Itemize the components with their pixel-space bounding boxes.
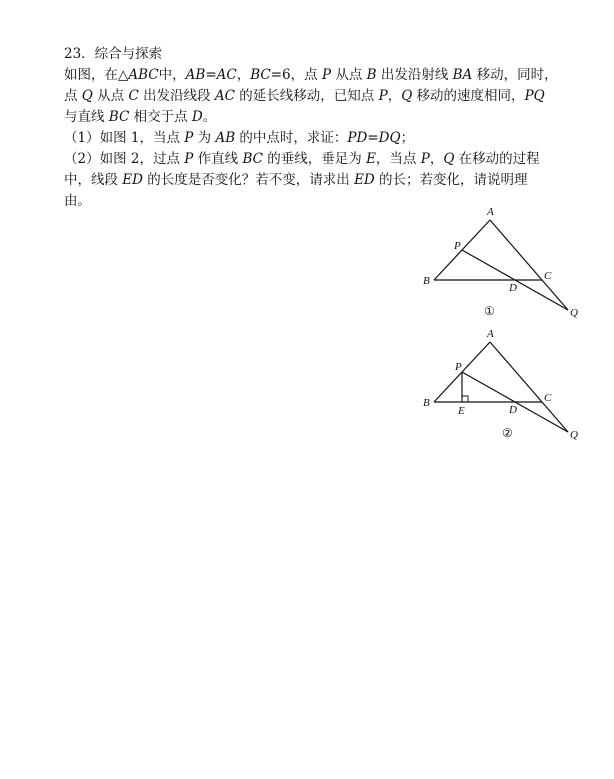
figure-2 [418, 322, 594, 446]
problem-line [64, 128, 564, 149]
problem-line [64, 170, 564, 191]
text-run: ， [387, 88, 402, 104]
math-symbol: P [420, 151, 430, 167]
label-q: Q [570, 429, 578, 441]
label-q: Q [570, 307, 578, 319]
text-run: ； [400, 130, 415, 146]
math-symbol: Q [443, 151, 455, 167]
figure-2-diagram [418, 322, 594, 442]
math-symbol: P [184, 130, 194, 146]
math-symbol: ABC [128, 67, 159, 83]
text-run: 如图，在△ [64, 67, 129, 83]
math-symbol: Q [81, 88, 93, 104]
figure-1 [418, 200, 594, 324]
text-run: ，当点 [375, 151, 421, 167]
text-run: = [205, 67, 217, 83]
math-symbol: ED [354, 172, 375, 188]
text-run: （2）如图 2，过点 [64, 151, 185, 167]
math-symbol: D [191, 109, 203, 125]
math-symbol: P [321, 67, 332, 83]
text-run: 中， [158, 67, 186, 83]
text-run: 点 [64, 88, 82, 104]
problem-body [64, 65, 564, 212]
text-run: ， [429, 151, 444, 167]
math-symbol: PD [347, 130, 368, 146]
label-c: C [544, 392, 552, 404]
text-run: 由。 [64, 193, 91, 209]
problem-line [64, 65, 564, 86]
math-symbol: Q [401, 88, 413, 104]
text-run: 中，线段 [64, 172, 123, 188]
text-run: 与直线 [64, 109, 109, 125]
math-symbol: B [366, 67, 377, 83]
text-run: 为 [193, 130, 216, 146]
math-symbol: BA [452, 67, 473, 83]
text-run: 的中点时，求证： [235, 130, 348, 146]
text-run: 的延长线移动，已知点 [235, 88, 379, 104]
math-symbol: BC [108, 109, 130, 125]
label-d: D [509, 282, 517, 294]
label-e: E [458, 405, 465, 417]
label-c: C [544, 270, 552, 282]
label-a: A [487, 328, 494, 340]
label-a: A [487, 206, 494, 218]
text-run: 的长度是否变化？若不变，请求出 [142, 172, 355, 188]
math-symbol: C [128, 88, 139, 104]
text-run: （1）如图 1，当点 [64, 130, 185, 146]
math-symbol: DQ [378, 130, 401, 146]
math-symbol: P [378, 88, 388, 104]
segment-aq [490, 342, 568, 432]
text-run: 。 [202, 109, 217, 125]
text-run: 移动的速度相同， [412, 88, 525, 104]
math-symbol: P [184, 151, 194, 167]
label-p: P [454, 240, 461, 252]
math-symbol: BC [250, 67, 271, 83]
text-run: 的长；若变化，请说明理 [374, 172, 528, 188]
math-symbol: AC [214, 88, 235, 104]
math-symbol: E [366, 151, 376, 167]
math-symbol: BC [242, 151, 263, 167]
text-run: ， [236, 67, 251, 83]
math-symbol: AC [216, 67, 237, 83]
problem-text [64, 44, 564, 212]
text-run: 从点 [331, 67, 367, 83]
label-p: P [455, 361, 462, 373]
label-b: B [423, 275, 430, 287]
text-run: 出发沿线段 [138, 88, 215, 104]
label-d: D [509, 404, 517, 416]
math-symbol: AB [215, 130, 236, 146]
math-symbol: AB [185, 67, 206, 83]
problem-heading: 23．综合与探索 [64, 46, 163, 62]
text-run: = [367, 130, 379, 146]
text-run: 的垂线，垂足为 [262, 151, 367, 167]
text-run: 从点 [92, 88, 129, 104]
problem-line [64, 107, 564, 128]
text-run: 在移动的过程 [454, 151, 540, 167]
math-symbol: ED [122, 172, 143, 188]
segment-aq [490, 220, 568, 310]
text-run: 出发沿射线 [376, 67, 453, 83]
problem-line [64, 86, 564, 107]
right-angle-mark [462, 396, 468, 402]
figure-1-diagram [418, 200, 594, 320]
text-run: 相交于点 [129, 109, 192, 125]
text-run: 移动，同时， [472, 67, 558, 83]
text-run: =6，点 [270, 67, 322, 83]
math-symbol: PQ [524, 88, 545, 104]
label-b: B [423, 397, 430, 409]
problem-line [64, 149, 564, 170]
figure-1-caption: ① [484, 304, 495, 318]
text-run: 作直线 [193, 151, 243, 167]
figure-2-caption: ② [502, 426, 513, 440]
